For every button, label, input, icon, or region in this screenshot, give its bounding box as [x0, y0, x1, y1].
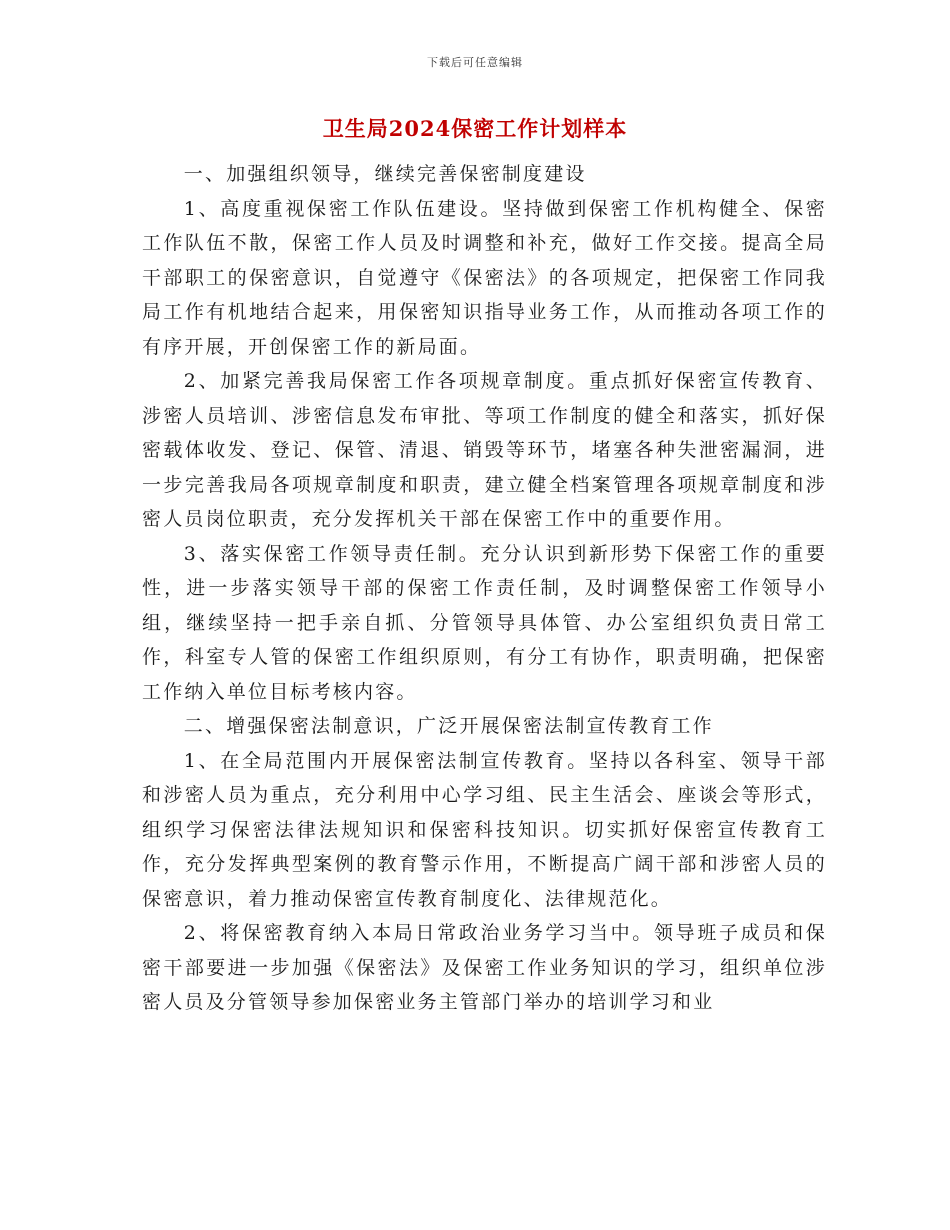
header-note: 下载后可任意编辑 — [427, 56, 523, 69]
paragraph: 1、在全局范围内开展保密法制宣传教育。坚持以各科室、领导干部和涉密人员为重点，充分利用中心学习组、民主生活会、座谈会等形式，组织学习保密法律法规知识和保密科技知识。切实抓好保密宣传教育工作，充分发挥典型案例的教育警示作用，不断提高广阔干部和涉密人员的保密意识，着力推动保密宣传教育制度化、法律规范化。 — [142, 749, 827, 910]
section-heading: 二、增强保密法制意识，广泛开展保密法制宣传教育工作 — [183, 715, 714, 737]
paragraph: 2、将保密教育纳入本局日常政治业务学习当中。领导班子成员和保密干部要进一步加强《保密法》及保密工作业务知识的学习，组织单位涉密人员及分管领导参加保密业务主管部门举办的培训学习和业 — [142, 922, 827, 1013]
paragraph: 1、高度重视保密工作队伍建设。坚持做到保密工作机构健全、保密工作队伍不散，保密工作人员及时调整和补充，做好工作交接。提高全局干部职工的保密意识，自觉遵守《保密法》的各项规定，把保密工作同我局工作有机地结合起来，用保密知识指导业务工作，从而推动各项工作的有序开展，开创保密工作的新局面。 — [142, 197, 827, 358]
paragraph: 3、落实保密工作领导责任制。充分认识到新形势下保密工作的重要性，进一步落实领导干部的保密工作责任制，及时调整保密工作领导小组，继续坚持一把手亲自抓、分管领导具体管、办公室组织负责日常工作，科室专人管的保密工作组织原则，有分工有协作，职责明确，把保密工作纳入单位目标考核内容。 — [142, 542, 827, 703]
document-title: 卫生局2024保密工作计划样本 — [322, 116, 628, 141]
document-body — [142, 157, 827, 1020]
section-heading: 一、加强组织领导，继续完善保密制度建设 — [183, 163, 587, 185]
paragraph: 2、加紧完善我局保密工作各项规章制度。重点抓好保密宣传教育、涉密人员培训、涉密信息发布审批、等项工作制度的健全和落实，抓好保密载体收发、登记、保管、清退、销毁等环节，堵塞各种失泄密漏洞，进一步完善我局各项规章制度和职责，建立健全档案管理各项规章制度和涉密人员岗位职责，充分发挥机关干部在保密工作中的重要作用。 — [142, 370, 827, 530]
